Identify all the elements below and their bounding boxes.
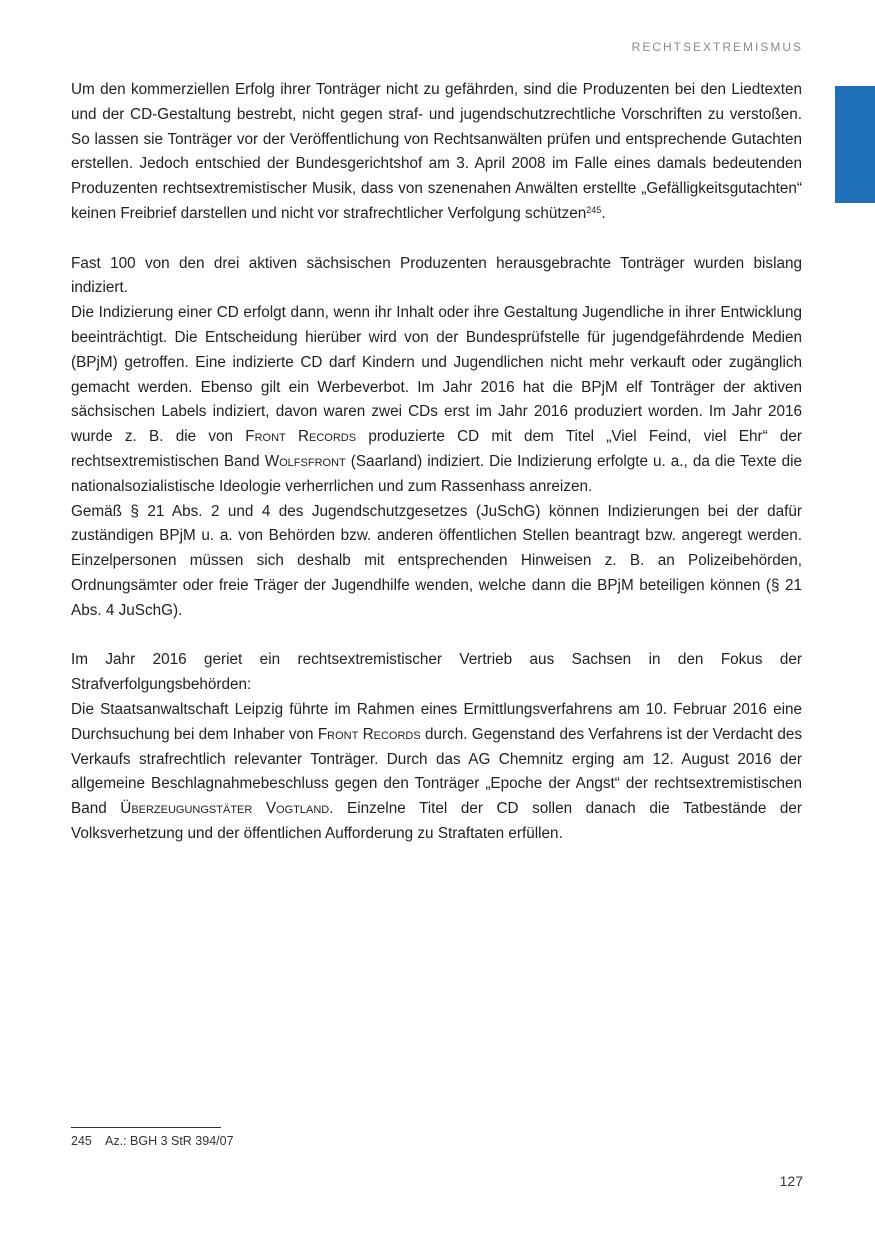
paragraph-3 <box>71 301 802 499</box>
band-name: Überzeugungstäter Vogtland <box>120 800 330 818</box>
band-name: Wolfsfront <box>264 452 346 470</box>
paragraph-1-end: . <box>601 204 606 222</box>
paragraph-2: Fast 100 von den drei aktiven sächsischen Produzenten herausgebrachte Tonträger wurden bislang indiziert. <box>71 254 802 297</box>
paragraph-3-text-a: Die Indizierung einer CD erfolgt dann, wenn ihr Inhalt oder ihre Gestaltung Jugendliche in ihrer Entwicklung beeinträchtigt. Die Entscheidung hierüber wird von der Bundesprüfstelle für jugendgefährdende Medien (BPjM) getroffen. Eine indizierte CD darf Kindern und Jugendlichen nicht mehr verkauft oder zugänglich gemacht werden. Ebenso gilt ein Werbeverbot. Im Jahr 2016 hat die BPjM elf Tonträger der aktiven sächsischen Labels indiziert, davon waren zwei CDs erst im Jahr 2016 produziert worden. Im Jahr 2016 wurde z. B. die von <box>71 304 802 446</box>
paragraph-6-text-b: durch. Gegenstand des Verfahrens ist der Verdacht des Verkaufs strafrechtlich relevanter Tonträger. Durch das AG Chemnitz erging am 12. August 2016 der allgemeine Beschlagnahmebeschluss gegen den Tonträger „Epoche der Angst“ der rechtsextremistischen Band <box>71 725 802 818</box>
footnote-text: Az.: BGH 3 StR 394/07 <box>105 1134 234 1148</box>
paragraph-6 <box>71 698 802 847</box>
paragraph-gap <box>71 624 802 649</box>
paragraph-5: Im Jahr 2016 geriet ein rechtsextremistischer Vertrieb aus Sachsen in den Fokus der Strafverfolgungsbehörden: <box>71 651 802 694</box>
paragraph-4: Gemäß § 21 Abs. 2 und 4 des Jugendschutzgesetzes (JuSchG) können Indizierungen bei der dafür zuständigen BPjM u. a. von Behörden bzw. anderen öffentlichen Stellen beantragt bzw. angeregt werden. Einzelpersonen müssen sich deshalb mit entsprechenden Hinweisen z. B. an Polizeibehörden, Ordnungsämter oder freie Träger der Jugendhilfe wenden, welche dann die BPjM beteiligen können (§ 21 Abs. 4 JuSchG). <box>71 502 802 619</box>
paragraph-6-text-a: Die Staatsanwaltschaft Leipzig führte im Rahmen eines Ermittlungsverfahrens am 10. Februar 2016 eine Durchsuchung bei dem Inhaber von <box>71 700 802 743</box>
main-text <box>71 78 802 847</box>
running-header: RECHTSEXTREMISMUS <box>631 40 803 54</box>
paragraph-6-text-c: . Einzelne Titel der CD sollen danach die Tatbestände der Volksverhetzung und der öffentlichen Aufforderung zu Straftaten erfüllen. <box>71 800 803 842</box>
paragraph-1-text: Um den kommerziellen Erfolg ihrer Tonträger nicht zu gefährden, sind die Produzenten bei den Liedtexten und der CD-Gestaltung bestrebt, nicht gegen straf- und jugendschutzrechtliche Vorschriften zu verstoßen. So lassen sie Tonträger vor der Veröffentlichung von Rechtsanwälten prüfen und entsprechende Gutachten erstellen. Jedoch entschied der Bundesgerichtshof am 3. April 2008 im Falle eines damals bedeutenden Produzenten rechtsextremistischer Musik, dass von szenenahen Anwälten erstellte „Gefälligkeitsgutachten“ keinen Freibrief darstellen und nicht vor strafrechtlicher Verfolgung schützen <box>71 81 802 222</box>
page-number: 127 <box>779 1173 803 1189</box>
footnote-reference[interactable]: 245 <box>586 204 602 215</box>
paragraph-1 <box>71 78 802 227</box>
paragraph-3-text-c: (Saarland) indiziert. Die Indizierung erfolgte u. a., da die Texte die nationalsozialistische Ideologie verherrlichen und zum Rassenhass anreizen. <box>71 452 802 495</box>
section-tab-marker <box>835 86 875 203</box>
label-name: Front Records <box>317 725 421 743</box>
paragraph-gap <box>71 227 802 252</box>
footnote <box>71 1134 234 1148</box>
paragraph-3-text-b: produzierte CD mit dem Titel „Viel Feind, viel Ehr“ der rechtsextremistischen Band <box>71 428 803 470</box>
footnote-divider <box>71 1127 221 1128</box>
label-name: Front Records <box>245 428 357 446</box>
footnote-number: 245 <box>71 1134 92 1148</box>
